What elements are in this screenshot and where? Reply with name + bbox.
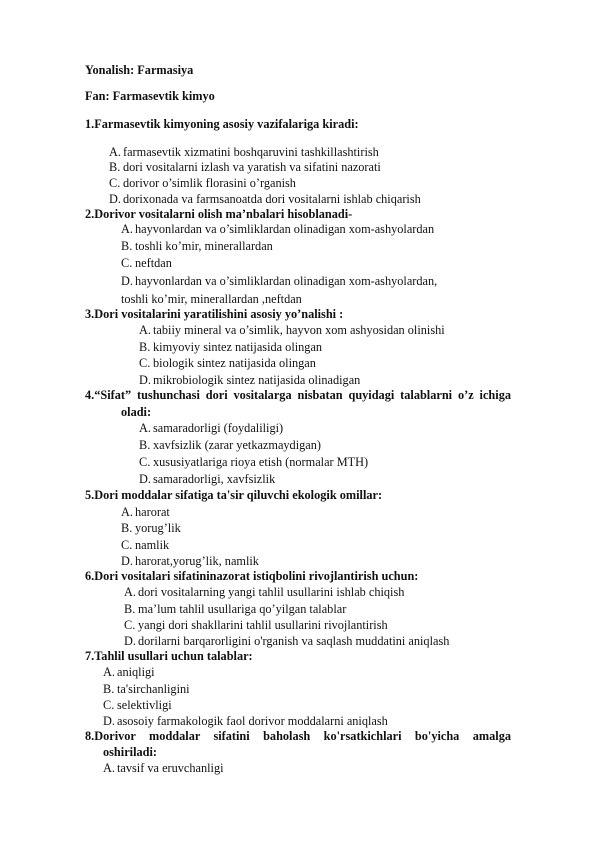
question-3-title: 3.Dori vositalarini yaratilishini asosiy yo’nalishi : (85, 307, 344, 321)
subject-heading: Fan: Farmasevtik kimyo (85, 89, 215, 103)
q2-option-a: A. hayvonlardan va o’simliklardan olinadigan xom-ashyolardan (121, 222, 435, 236)
question-4-title: 4.“Sifat” tushunchasi dori vositalarga nisbatan quyidagi talablarni o’z ichiga (85, 388, 511, 402)
q6-option-b: B. ma’lum tahlil usullariga qo’yilgan talablar (124, 602, 347, 616)
q7-option-a: A. aniqligi (103, 665, 155, 679)
q6-option-d: D. dorilarni barqarorligini o'rganish va saqlash muddatini aniqlash (124, 634, 450, 648)
q2-option-d: D. hayvonlardan va o’simliklardan olinadigan xom-ashyolardan, (121, 274, 438, 288)
q4-option-d: D. samaradorligi, xavfsizlik (139, 472, 276, 486)
question-5-title: 5.Dori moddalar sifatiga ta'sir qiluvchi ekologik omillar: (85, 488, 383, 502)
question-8-title-continuation: oshiriladi: (103, 745, 157, 759)
q3-option-c: C. biologik sintez natijasida olingan (139, 356, 316, 370)
question-4-title-continuation: oladi: (121, 405, 152, 419)
q4-option-c: C. xususiyatlariga rioya etish (normalar MTH) (139, 455, 369, 469)
q5-option-a: A. harorat (121, 505, 170, 519)
q1-option-b: B. dori vositalarni izlash va yaratish va sifatini nazorati (109, 160, 381, 174)
question-2-title: 2.Dorivor vositalarni olish ma’nbalari hisoblanadi- (85, 207, 353, 221)
q7-option-b: B. ta'sirchanligini (103, 682, 190, 696)
q3-option-a: A. tabiiy mineral va o’simlik, hayvon xom ashyosidan olinishi (139, 323, 445, 337)
q2-option-d-continuation: toshli ko’mir, minerallardan ,neftdan (121, 292, 302, 306)
q2-option-c: C. neftdan (121, 256, 172, 270)
q4-option-b: B. xavfsizlik (zarar yetkazmaydigan) (139, 438, 321, 452)
question-7-title: 7.Tahlil usullari uchun talablar: (85, 649, 253, 663)
q1-option-c: C. dorivor o’simlik florasini o’rganish (109, 176, 296, 190)
direction-heading: Yonalish: Farmasiya (85, 63, 194, 77)
q7-option-c: C. selektivligi (103, 698, 172, 712)
q7-option-d: D. asosoiy farmakologik faol dorivor moddalarni aniqlash (103, 714, 388, 728)
q2-option-b: B. toshli ko’mir, minerallardan (121, 239, 273, 253)
q1-option-d: D. dorixonada va farmsanoatda dori vositalarni ishlab chiqarish (109, 192, 421, 206)
q4-option-a: A. samaradorligi (foydaliligi) (139, 421, 284, 435)
q8-option-a: A. tavsif va eruvchanligi (103, 761, 224, 775)
q5-option-d: D. harorat,yorug’lik, namlik (121, 554, 259, 568)
q5-option-c: C. namlik (121, 538, 170, 552)
question-8-title: 8.Dorivor moddalar sifatini baholash ko'rsatkichlari bo'yicha amalga (85, 729, 511, 743)
q3-option-b: B. kimyoviy sintez natijasida olingan (139, 340, 323, 354)
q6-option-a: A. dori vositalarning yangi tahlil usullarini ishlab chiqish (124, 585, 405, 599)
q3-option-d: D. mikrobiologik sintez natijasida olinadigan (139, 373, 361, 387)
q1-option-a: A. farmasevtik xizmatini boshqaruvini tashkillashtirish (109, 145, 379, 159)
q6-option-c: C. yangi dori shakllarini tahlil usullarini rivojlantirish (124, 618, 388, 632)
q5-option-b: B. yorug’lik (121, 521, 181, 535)
question-1-title: 1.Farmasevtik kimyoning asosiy vazifalariga kiradi: (85, 117, 359, 131)
question-6-title: 6.Dori vositalari sifatininazorat istiqbolini rivojlantirish uchun: (85, 569, 419, 583)
